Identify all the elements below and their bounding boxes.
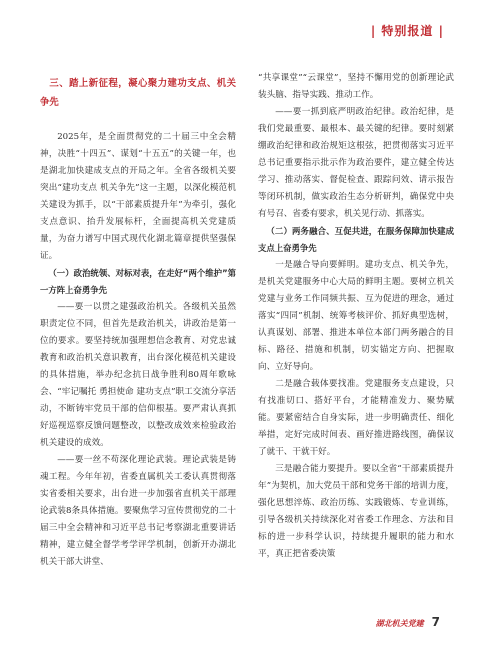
page-footer [376,615,440,629]
section-heading: 三、踏上新征程，凝心聚力建功支点、机关争先 [40,78,236,108]
paragraph: 2025年，是全面贯彻党的二十届三中全会精神，决胜“十四五”、谋划“十五五”的关键一年，也是湖北加快建成支点的开局之年。全省各级机关要突出“建功支点 机关争先”这一主题，以深化模范机关建设为抓手，以“干部素质提升年”为牵引，强化支点意识、抬升发展标杆，全面提高机关党建质量，为奋力谱写中国式现代化湖北篇章提供坚强保证。 [40,132,236,261]
subheading: （二）两务融合、互促共进，在服务保障加快建成支点上奋勇争先 [258,226,454,253]
paragraph: ——要一丝不苟深化理论武装。理论武装是铸魂工程。今年年初，省委直属机关工委认真贯彻落实省委相关要求，出台进一步加强省直机关干部理论武装8条具体措施。要聚焦学习宣传贯彻党的二十届三中全会精神和习近平总书记考察湖北重要讲话精神，建立健全督学考学评学机制，创新开办湖北机关干部大讲堂、 [40,455,236,567]
section-tag: | 特别报道 | [370,24,444,38]
left-column [40,74,236,571]
paragraph: 三是融合能力要提升。要以全省“干部素质提升年”为契机，加大党员干部和党务干部的培训力度，强化思想淬炼、政治历练、实践锻炼、专业训练，引导各级机关持续深化对省委工作理念、方法和目标的进一步科学认识，持续提升履职的能力和水平，真正把省委决策 [258,464,454,559]
magazine-brand: 湖北机关党建 [375,619,424,628]
subheading: （一）政治统领、对标对表，在走好“两个维护”第一方阵上奋勇争先 [40,268,236,295]
paragraph: ——要一抓到底严明政治纪律。政治纪律，是我们党最重要、最根本、最关键的纪律。要时刻紧绷政治纪律和政治规矩这根弦，把贯彻落实习近平总书记重要指示批示作为政治要件，建立健全传达学习、推动落实、督促检查、跟踪问效、请示报告等闭环机制，做实政治生态分析研判，确保党中央有号召、省委有要求，机关见行动、抓落实。 [258,107,454,219]
right-column [258,70,454,563]
page-number: 7 [431,615,440,629]
paragraph: 一是融合导向要鲜明。建功支点、机关争先，是机关党建服务中心大局的鲜明主题。要树立机关党建与业务工作同频共振、互为促进的理念，通过落实“四同”机制、统筹考核评价、抓好典型选树，认真谋划、部署、推进本单位本部门两务融合的目标、路径、措施和机制，切实锚定方向、把握取向、立好导向。 [258,260,454,372]
paragraph: ——要一以贯之建强政治机关。各级机关虽然职责定位不同，但首先是政治机关，讲政治是第一位的要求。要坚持统加强理想信念教育、对党忠诚教育和政治机关意识教育，出台深化模范机关建设的具体措施，举办纪念抗日战争胜利80周年歌咏会、“牢记嘱托 勇担使命 建功支点”职工交流分享活动，不断铸牢党员干部的信仰根基。要严肃认真抓好巡视巡察反馈问题整改，以整改成效来检验政治机关建设的成效。 [40,302,236,448]
paragraph: 二是融合载体要找准。党建服务支点建设，只有找准切口、搭好平台，才能精准发力、聚势赋能。要紧密结合自身实际，进一步明确责任、细化举措，定好完成时间表、画好推进路线图，确保议了就干、干就干好。 [258,379,454,457]
paragraph: “共享课堂”“云课堂”，坚持不懈用党的创新理论武装头脑、指导实践、推动工作。 [258,73,454,100]
